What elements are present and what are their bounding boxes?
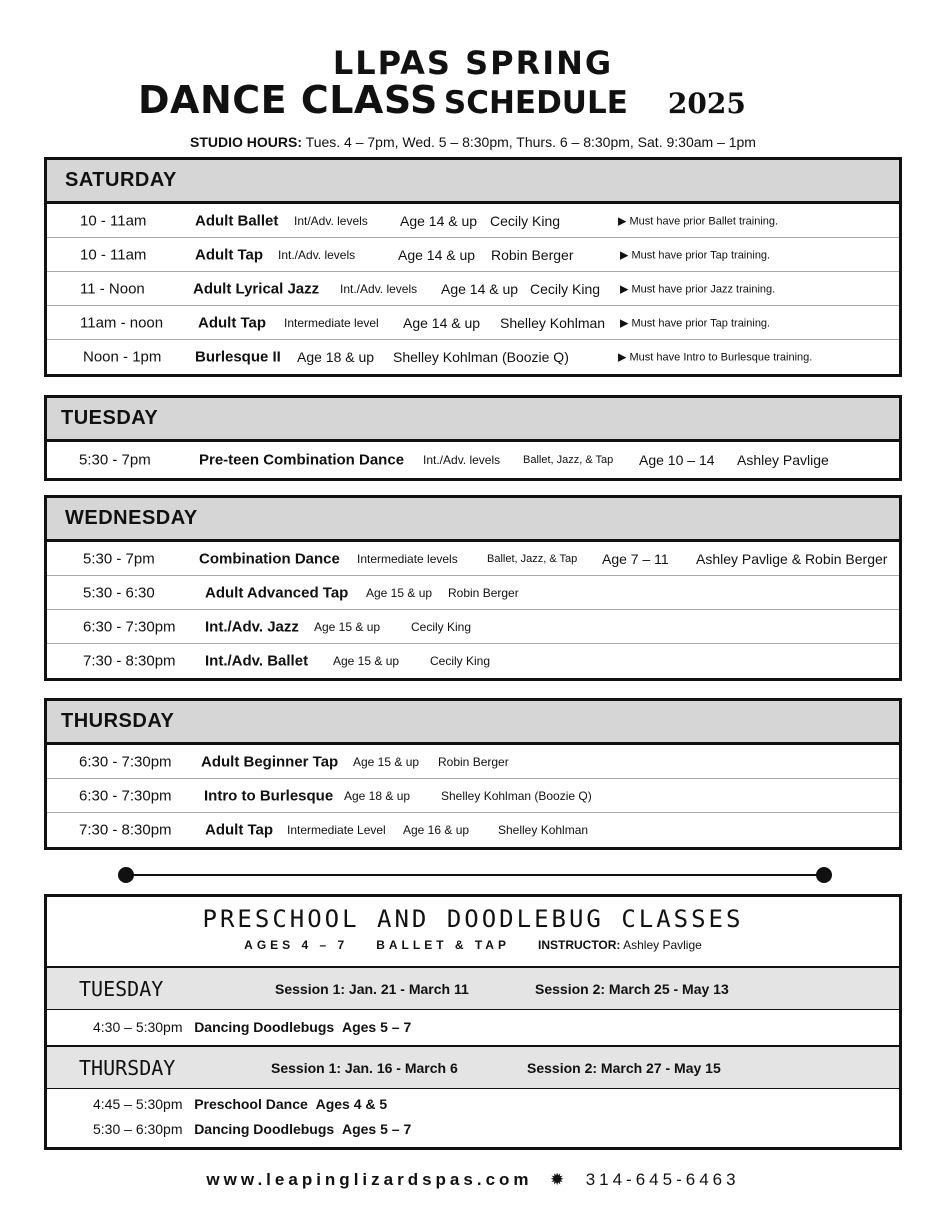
class-row (47, 745, 899, 779)
class-age: Age 14 & up (400, 212, 478, 229)
class-time: 5:30 - 7pm (79, 451, 151, 469)
class-row (47, 442, 899, 478)
preschool-class-row (93, 1019, 411, 1035)
class-name: Adult Lyrical Jazz (193, 280, 320, 297)
studio-hours-label: STUDIO HOURS: (190, 134, 303, 150)
class-name: Adult Advanced Tap (205, 584, 349, 601)
class-row (47, 238, 899, 272)
title-line-2 (138, 78, 746, 122)
class-name: Preschool Dance (194, 1096, 308, 1112)
class-teacher: Ashley Pavlige & Robin Berger (696, 550, 888, 567)
class-age: Age 15 & up (366, 585, 433, 600)
preschool-title: PRESCHOOL AND DOODLEBUG CLASSES (202, 905, 744, 933)
preschool-day-tuesday (47, 966, 899, 1010)
website-link[interactable]: www.leapinglizardspas.com (206, 1170, 533, 1189)
class-time: 4:45 – 5:30pm (93, 1096, 183, 1112)
instructor-name: Ashley Pavlige (623, 938, 702, 952)
class-level: Int./Adv. levels (278, 247, 356, 262)
studio-hours-text: Tues. 4 – 7pm, Wed. 5 – 8:30pm, Thurs. 6 – 8:30pm, Sat. 9:30am – 1pm (305, 134, 756, 150)
studio-hours (0, 134, 946, 150)
class-name: Burlesque II (195, 348, 281, 366)
class-teacher: Shelley Kohlman (498, 823, 589, 837)
thursday-section (44, 698, 902, 850)
preschool-styles: BALLET & TAP (376, 938, 510, 952)
session-1: Session 1: Jan. 21 - March 11 (275, 980, 469, 997)
class-teacher: Ashley Pavlige (737, 452, 829, 468)
class-name: Adult Tap (205, 821, 274, 839)
class-time: 11 - Noon (80, 280, 145, 297)
session-2: Session 2: March 27 - May 15 (527, 1059, 721, 1076)
title-year: 2025 (667, 87, 746, 120)
class-teacher: Robin Berger (448, 585, 519, 600)
class-name: Dancing Doodlebugs (194, 1121, 335, 1137)
title-line-1: LLPAS SPRING (332, 44, 614, 82)
class-level: Intermediate level (284, 315, 379, 330)
class-teacher: Cecily King (530, 280, 601, 297)
class-teacher: Cecily King (490, 212, 561, 229)
class-note: ▶ Must have prior Ballet training. (618, 215, 779, 227)
preschool-subtitle (47, 938, 899, 952)
class-age: Age 15 & up (314, 619, 381, 634)
saturday-section (44, 157, 902, 377)
class-teacher: Shelley Kohlman (500, 314, 606, 331)
class-level: Int./Adv. levels (423, 453, 501, 467)
class-age: Ages 5 – 7 (341, 1019, 412, 1035)
title-schedule: SCHEDULE (443, 85, 628, 121)
preschool-class-row (93, 1121, 411, 1137)
day-header-thursday: THURSDAY (47, 701, 899, 745)
class-row (47, 610, 899, 644)
preschool-day-thursday (47, 1045, 899, 1089)
preschool-class-row (93, 1096, 387, 1112)
class-row (47, 340, 899, 374)
tuesday-section (44, 395, 902, 481)
divider-dot-left (118, 867, 134, 883)
class-age: Ages 4 & 5 (315, 1096, 388, 1112)
class-name: Combination Dance (199, 550, 340, 567)
session-1: Session 1: Jan. 16 - March 6 (271, 1059, 458, 1076)
class-time: 4:30 – 5:30pm (93, 1019, 183, 1035)
class-time: 7:30 - 8:30pm (83, 652, 176, 670)
phone-number: 314-645-6463 (585, 1170, 740, 1189)
class-row (47, 644, 899, 678)
class-name: Pre-teen Combination Dance (199, 451, 405, 469)
class-age: Age 7 – 11 (602, 550, 669, 567)
class-teacher: Robin Berger (438, 754, 509, 769)
class-note: ▶ Must have Intro to Burlesque training. (618, 351, 813, 364)
class-age: Age 10 – 14 (639, 452, 715, 468)
class-teacher: Cecily King (411, 619, 472, 634)
session-2: Session 2: March 25 - May 13 (535, 980, 729, 997)
class-row (47, 542, 899, 576)
class-name: Int./Adv. Ballet (205, 652, 309, 670)
class-row (47, 576, 899, 610)
class-name: Adult Ballet (195, 212, 279, 229)
class-note: ▶ Must have prior Tap training. (620, 249, 771, 261)
preschool-ages: AGES 4 – 7 (244, 938, 349, 952)
class-name: Adult Beginner Tap (201, 753, 339, 770)
section-divider (117, 866, 833, 884)
day-header-wednesday: WEDNESDAY (47, 498, 899, 542)
class-name: Adult Tap (195, 246, 264, 263)
class-time: 6:30 - 7:30pm (79, 753, 172, 770)
class-level: Int/Adv. levels (294, 213, 368, 228)
class-teacher: Shelley Kohlman (Boozie Q) (393, 349, 569, 365)
class-level: Intermediate levels (357, 551, 458, 566)
class-teacher: Shelley Kohlman (Boozie Q) (441, 788, 592, 803)
class-row (47, 204, 899, 238)
class-level: Intermediate Level (287, 823, 386, 837)
class-styles: Ballet, Jazz, & Tap (487, 552, 578, 565)
class-time: 11am - noon (80, 314, 164, 331)
class-age: Age 14 & up (441, 280, 519, 297)
class-name: Intro to Burlesque (204, 787, 334, 804)
class-time: 6:30 - 7:30pm (79, 787, 172, 804)
footer (0, 1170, 946, 1190)
class-time: 5:30 – 6:30pm (93, 1121, 183, 1137)
class-level: Int./Adv. levels (340, 281, 418, 296)
class-age: Ages 5 – 7 (341, 1121, 412, 1137)
class-age: Age 15 & up (353, 754, 420, 769)
class-time: 10 - 11am (80, 246, 147, 263)
divider-dot-right (816, 867, 832, 883)
class-note: ▶ Must have prior Tap training. (620, 317, 771, 329)
instructor-label: INSTRUCTOR: (537, 938, 621, 952)
class-time: 5:30 - 7pm (83, 550, 155, 567)
class-row (47, 272, 899, 306)
class-row (47, 306, 899, 340)
class-name: Dancing Doodlebugs (194, 1019, 335, 1035)
class-time: 7:30 - 8:30pm (79, 821, 172, 839)
class-age: Age 15 & up (333, 654, 400, 668)
class-age: Age 14 & up (398, 246, 476, 263)
footer-separator-icon: ✹ (549, 1170, 569, 1189)
class-time: 5:30 - 6:30 (83, 584, 155, 601)
class-age: Age 14 & up (403, 314, 481, 331)
day-header-tuesday: TUESDAY (47, 398, 899, 442)
class-styles: Ballet, Jazz, & Tap (523, 454, 614, 466)
class-age: Age 18 & up (297, 349, 375, 365)
preschool-section (44, 894, 902, 1150)
class-teacher: Cecily King (430, 654, 491, 668)
class-age: Age 16 & up (403, 823, 470, 837)
class-row (47, 813, 899, 847)
preschool-day-name: THURSDAY (79, 1055, 176, 1080)
class-time: 6:30 - 7:30pm (83, 618, 176, 635)
class-age: Age 18 & up (344, 788, 411, 803)
wednesday-section (44, 495, 902, 681)
class-note: ▶ Must have prior Jazz training. (620, 283, 776, 295)
class-time: 10 - 11am (80, 212, 147, 229)
title-dance-class: DANCE CLASS (138, 78, 438, 122)
class-time: Noon - 1pm (83, 348, 162, 366)
day-header-saturday: SATURDAY (47, 160, 899, 204)
preschool-day-name: TUESDAY (79, 976, 164, 1001)
class-name: Int./Adv. Jazz (205, 618, 299, 635)
class-row (47, 779, 899, 813)
class-teacher: Robin Berger (491, 246, 574, 263)
class-name: Adult Tap (198, 314, 267, 331)
